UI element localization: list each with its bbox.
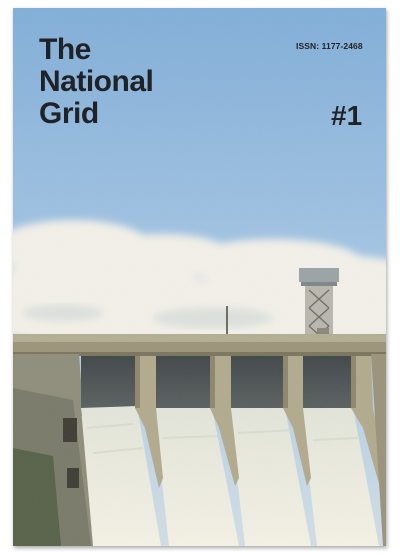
title-line-2: National bbox=[39, 65, 154, 98]
title-line-1: The bbox=[39, 33, 91, 66]
magazine-cover bbox=[13, 8, 386, 546]
title-line-3: Grid bbox=[39, 97, 99, 130]
magazine-title bbox=[39, 34, 153, 130]
issue-number: #1 bbox=[331, 100, 363, 131]
issn-label: ISSN: 1177-2468 bbox=[296, 41, 363, 51]
